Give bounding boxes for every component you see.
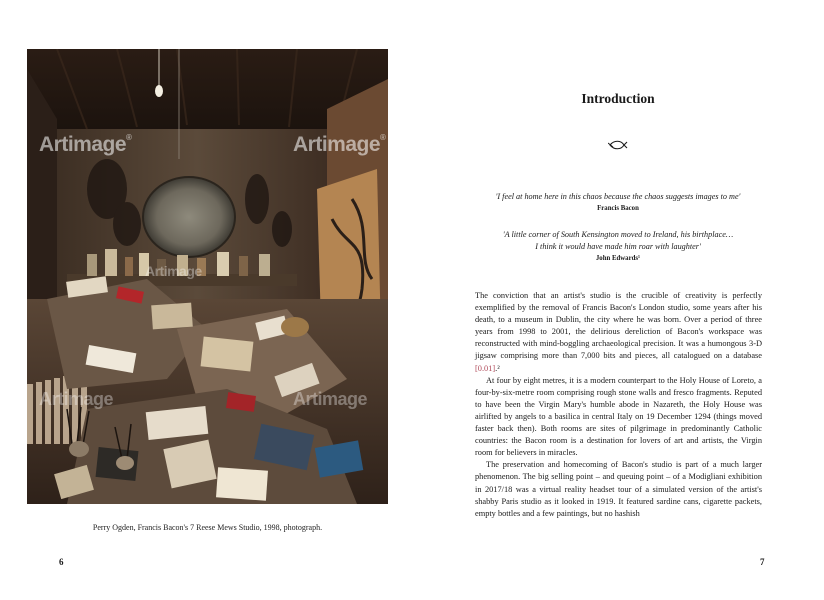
epigraph-author: Francis Bacon [597, 205, 639, 212]
watermark: Artimage [39, 389, 114, 409]
studio-photo-illustration [27, 49, 388, 504]
body-text [475, 290, 762, 520]
epigraph-quote: 'I feel at home here in this chaos because the chaos suggests images to me' [495, 192, 741, 201]
epigraph-quote-line: I think it would have made him roar with laughter' [535, 242, 701, 251]
paragraph: At four by eight metres, it is a modern counterpart to the Holy House of Loreto, a four-by-six-metre room comprising rough stone walls and fresco fragments. Reputed to have been the Virgin Mary's humble abode in Nazareth, the Holy House was airlifted by angels to a basilica in central Italy on 19 December 1294 (things moved faster back then). Both rooms are sites of pilgrimage in predominantly Catholic countries: the Bacon room is a destination for lovers of art and artists, the Virgin room for believers in miracles. [475, 375, 762, 458]
photo-caption: Perry Ogden, Francis Bacon's 7 Reese Mews Studio, 1998, photograph. [92, 523, 323, 532]
paragraph: The preservation and homecoming of Bacon's studio is part of a much larger phenomenon. The big selling point – and queuing point – of a Modigliani exhibition in 2017/18 was a virtual reality headset tour of a simulated version of the artist's shabby Paris studio as it looked in 1919. It featured sardine cans, cigarette packets, empty bottles and a few paintings, but no hashish [475, 460, 762, 518]
epigraph [412, 229, 824, 264]
chapter-title: Introduction [581, 91, 655, 106]
watermark: Artimage® [39, 133, 132, 156]
studio-photograph [27, 49, 388, 504]
watermark: Artimage [293, 389, 368, 409]
watermark: Artimage [145, 263, 202, 279]
page-number: 6 [59, 557, 64, 567]
page-number: 7 [760, 557, 765, 567]
epigraph-author: John Edwards¹ [595, 255, 641, 262]
watermark: Artimage® [293, 133, 386, 156]
right-page [412, 0, 824, 600]
paragraph: The conviction that an artist's studio is the crucible of creativity is perfectly exemplified by the removal of Francis Bacon's London studio, some years after his death, to a museum in Dublin, the city where he was born. Over a period of three years from 1998 to 2001, the delirious dereliction of Bacon's workspace was reconstructed with mind-boggling archaeological precision. It was a humongous 3-D jigsaw comprising more than 7,000 bits and pieces, all catalogued on a database [0.01].² [475, 291, 762, 373]
epigraph-quote-line: 'A little corner of South Kensington moved to Ireland, his birthplace… [502, 230, 734, 239]
reference-link[interactable]: [0.01] [475, 363, 496, 373]
epigraph [412, 191, 824, 214]
fish-ornament-icon [608, 140, 628, 150]
